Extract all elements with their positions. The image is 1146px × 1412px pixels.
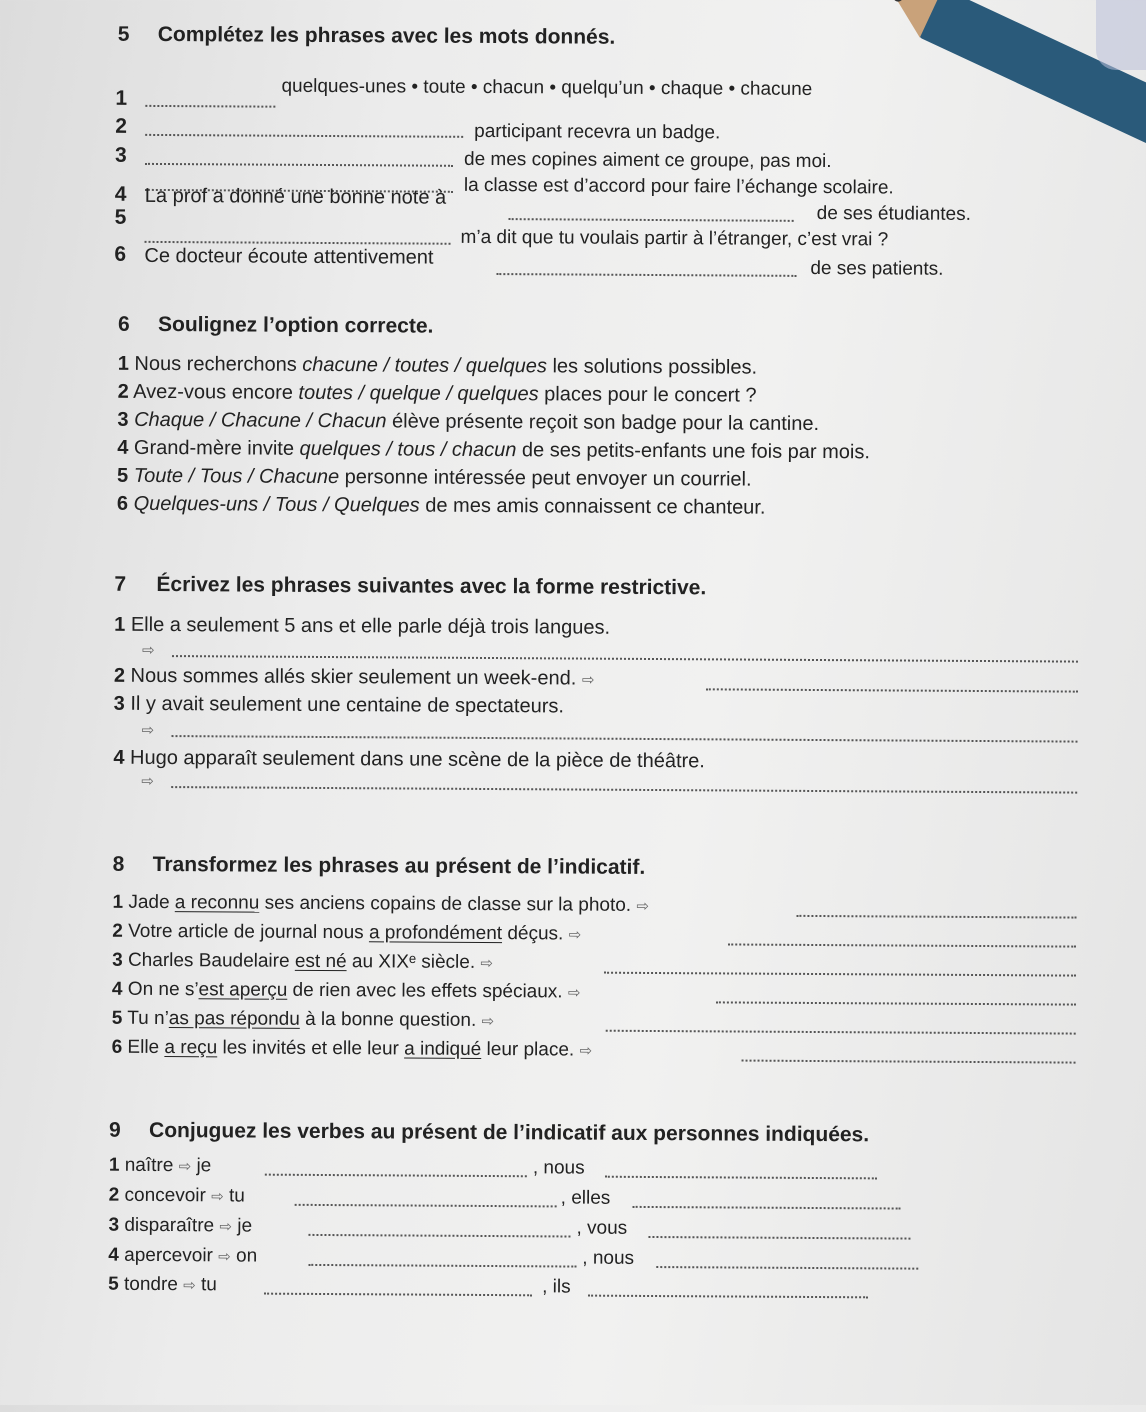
ex7-blank-1[interactable]: [172, 655, 1078, 663]
ex7-blank-3[interactable]: [172, 735, 1078, 743]
ex7-blank-4[interactable]: [171, 786, 1077, 794]
ex6-item-1: [118, 353, 757, 380]
ex5-title: Complétez les phrases avec les mots donnés.: [157, 22, 616, 49]
item-text: Elle: [127, 1036, 165, 1059]
arrow-icon: ⇨: [178, 1158, 192, 1176]
ex5-blank-3[interactable]: [145, 163, 453, 167]
underlined-verb: a reçu: [164, 1037, 218, 1059]
item-text: déçus.: [502, 923, 564, 945]
ex8-blank-4[interactable]: [716, 1001, 1076, 1005]
item-number: 2: [117, 380, 129, 403]
item-text: de ses petits-enfants une fois par mois.: [521, 439, 870, 464]
ex9-item-1: [109, 1155, 212, 1178]
verb: apercevoir: [124, 1244, 213, 1267]
arrow-icon: ⇨: [568, 926, 582, 944]
ex8-item-2: [112, 921, 581, 946]
arrow-icon: ⇨: [183, 1277, 196, 1295]
ex9-blank-5b[interactable]: [588, 1295, 868, 1299]
ex5-blank-2[interactable]: [145, 134, 463, 138]
ex9-item-4-pronoun2: , nous: [582, 1247, 635, 1269]
item-options[interactable]: Chaque / Chacune / Chacun: [134, 408, 387, 433]
ex5-item-6-number: 6: [114, 242, 127, 266]
ex7-item-1: [114, 614, 610, 640]
item-text: de rien avec les effets spéciaux.: [287, 979, 563, 1003]
ex8-blank-5[interactable]: [606, 1030, 1076, 1035]
pronoun: tu: [200, 1274, 217, 1296]
arrow-icon: ⇨: [218, 1248, 231, 1266]
ex8-blank-2[interactable]: [728, 943, 1076, 947]
arrow-icon: ⇨: [480, 954, 494, 973]
item-text: à la bonne question.: [299, 1008, 477, 1031]
ex5-item-5-number: 5: [114, 205, 127, 229]
ex9-blank-4a[interactable]: [308, 1264, 576, 1268]
item-options[interactable]: Toute / Tous / Chacune: [133, 464, 340, 489]
ex6-item-4: [117, 437, 870, 465]
ex7-item-4: [113, 747, 705, 774]
ex5-number: 5: [117, 22, 130, 46]
ex7-number: 7: [114, 572, 127, 596]
pronoun: tu: [228, 1185, 245, 1207]
ex9-blank-3a[interactable]: [308, 1234, 570, 1238]
item-text: Il y avait seulement une centaine de spectateurs.: [130, 692, 565, 718]
verb: concevoir: [124, 1184, 206, 1207]
arrow-icon: ⇨: [581, 671, 595, 689]
item-number: 5: [117, 464, 129, 487]
ex7-blank-2[interactable]: [706, 688, 1078, 692]
ex9-item-3-pronoun2: , vous: [576, 1217, 628, 1239]
item-number: 3: [113, 692, 125, 715]
ex9-blank-5a[interactable]: [264, 1293, 532, 1297]
ex9-item-2-pronoun2: , elles: [560, 1187, 611, 1209]
item-text: Tu n’: [127, 1007, 169, 1030]
item-number: 1: [112, 891, 124, 913]
ex8-blank-3[interactable]: [604, 972, 1076, 977]
ex6-number: 6: [117, 312, 130, 336]
ex5-item-6b-text: de ses patients.: [810, 257, 944, 280]
item-number: 4: [111, 978, 123, 1000]
underlined-verb: as pas répondu: [168, 1008, 300, 1030]
pronoun: je: [237, 1215, 253, 1237]
ex5-item-5-text: m’a dit que tu voulais partir à l’étranger, c’est vrai ?: [460, 226, 889, 251]
item-options[interactable]: toutes / quelque / quelques: [298, 381, 539, 406]
item-text: Hugo apparaît seulement dans une scène de la pièce de théâtre.: [129, 746, 705, 773]
ex9-blank-2b[interactable]: [633, 1206, 901, 1210]
item-number: 1: [108, 1154, 120, 1176]
item-text: Jade: [128, 891, 175, 914]
ex5-item-3b-text: la classe est d’accord pour faire l’échange scolaire.: [463, 174, 894, 199]
ex9-item-4: [108, 1245, 257, 1268]
ex9-item-5-pronoun2: , ils: [542, 1276, 571, 1298]
ex9-number: 9: [109, 1118, 121, 1142]
ex5-item-2-number: 2: [115, 114, 127, 138]
item-number: 2: [112, 920, 123, 942]
ex9-blank-4b[interactable]: [656, 1266, 918, 1270]
arrow-icon: ⇨: [567, 984, 581, 1002]
ex8-blank-6[interactable]: [742, 1060, 1076, 1064]
ex8-number: 8: [112, 852, 125, 876]
ex8-item-4: [112, 979, 581, 1004]
item-options[interactable]: Quelques-uns / Tous / Quelques: [133, 492, 420, 517]
underlined-verb: a profondément: [368, 922, 503, 945]
underlined-verb: a indiqué: [404, 1038, 482, 1060]
item-text: Nous recherchons: [134, 352, 297, 376]
ex5-blank-6[interactable]: [496, 273, 796, 277]
ex5-item-4b-text: de ses étudiantes.: [816, 202, 971, 225]
item-text: Grand-mère invite: [133, 436, 295, 460]
ex8-item-6: [112, 1037, 593, 1062]
arrow-icon: ⇨: [211, 1188, 224, 1206]
pronoun: on: [235, 1245, 258, 1267]
item-text: places pour le concert ?: [544, 383, 757, 407]
item-text: Avez-vous encore: [133, 380, 293, 404]
ex6-item-5: [117, 465, 752, 492]
item-text: leur place.: [481, 1038, 575, 1061]
ex9-item-1-pronoun2: , nous: [532, 1157, 585, 1179]
arrow-icon: ⇨: [141, 641, 155, 659]
item-text: les solutions possibles.: [552, 355, 758, 379]
item-text: Votre article de journal nous: [128, 920, 370, 944]
item-number: 3: [117, 408, 129, 431]
item-number: 5: [108, 1273, 119, 1295]
item-number: 3: [108, 1214, 120, 1236]
arrow-icon: ⇨: [481, 1012, 495, 1031]
ex5-item-2-text: participant recevra un badge.: [474, 120, 721, 144]
ex5-item-4-number: 4: [114, 182, 127, 206]
ex8-item-1: [112, 892, 649, 917]
item-number: 5: [111, 1007, 123, 1029]
ex9-blank-3b[interactable]: [648, 1236, 910, 1240]
ex5-blank-1[interactable]: [145, 105, 275, 108]
item-text: élève présente reçoit son badge pour la cantine.: [392, 410, 820, 436]
ex6-item-6: [117, 493, 766, 520]
underlined-verb: est aperçu: [198, 979, 288, 1001]
ex8-blank-1[interactable]: [796, 915, 1076, 919]
item-number: 6: [116, 492, 129, 515]
item-number: 4: [108, 1244, 119, 1266]
arrow-icon: ⇨: [141, 772, 154, 790]
ex6-item-3: [117, 409, 819, 436]
ex7-title: Écrivez les phrases suivantes avec la forme restrictive.: [156, 572, 707, 600]
ex9-blank-1b[interactable]: [605, 1176, 877, 1180]
item-number: 4: [113, 746, 125, 769]
ex5-item-1-number: 1: [115, 86, 128, 110]
ex7-item-2: [114, 665, 595, 691]
item-options[interactable]: quelques / tous / chacun: [299, 437, 517, 462]
item-number: 3: [112, 949, 123, 971]
ex9-item-2: [109, 1185, 245, 1208]
ex9-blank-2a[interactable]: [295, 1204, 557, 1208]
verb: tondre: [123, 1273, 178, 1296]
item-text: les invités et elle leur: [217, 1037, 405, 1060]
ex9-blank-1a[interactable]: [265, 1174, 527, 1178]
ex8-item-3: [112, 950, 493, 974]
item-text: Charles Baudelaire: [127, 949, 295, 972]
item-text: ses anciens copains de classe sur la photo.: [259, 892, 632, 916]
ex9-item-3: [108, 1215, 252, 1238]
arrow-icon: ⇨: [636, 897, 650, 915]
ex5-item-6-text: Ce docteur écoute attentivement: [144, 244, 434, 269]
ex5-item-4-text: La prof a donné une bonne note à: [144, 184, 447, 209]
arrow-icon: ⇨: [579, 1042, 593, 1060]
ex5-item-3-number: 3: [114, 143, 127, 167]
item-text: On ne s’: [127, 978, 199, 1001]
underlined-verb: a reconnu: [174, 892, 260, 914]
item-number: 2: [113, 664, 126, 687]
ex7-item-3: [114, 693, 564, 719]
item-number: 6: [111, 1036, 123, 1058]
item-text: au XIXᵉ siècle.: [346, 951, 476, 973]
arrow-icon: ⇨: [141, 721, 155, 739]
ex8-title: Transformez les phrases au présent de l’indicatif.: [152, 852, 646, 879]
sticker-decoration: [1096, 0, 1146, 70]
verb: naître: [124, 1154, 174, 1177]
ex5-wordbank: quelques-unes • toute • chacun • quelqu’un • chaque • chacune: [281, 75, 813, 100]
item-text: personne intéressée peut envoyer un courriel.: [344, 466, 752, 491]
item-options[interactable]: chacune / toutes / quelques: [302, 353, 548, 378]
ex9-item-5: [108, 1274, 217, 1297]
ex6-title: Soulignez l’option correcte.: [157, 312, 434, 338]
item-number: 1: [117, 352, 129, 375]
item-text: Nous sommes allés skier seulement un week-end.: [130, 664, 577, 690]
underlined-verb: est né: [294, 950, 347, 973]
ex6-item-2: [118, 381, 757, 408]
item-number: 1: [114, 613, 126, 636]
item-text: de mes amis connaissent ce chanteur.: [425, 494, 766, 519]
ex8-item-5: [112, 1008, 494, 1032]
item-number: 2: [108, 1184, 120, 1206]
ex9-title: Conjuguez les verbes au présent de l’indicatif aux personnes indiquées.: [149, 1118, 870, 1147]
ex5-item-3-text: de mes copines aiment ce groupe, pas moi.: [463, 148, 832, 173]
pronoun: je: [196, 1155, 212, 1177]
item-number: 4: [117, 436, 129, 459]
verb: disparaître: [124, 1214, 215, 1237]
arrow-icon: ⇨: [219, 1218, 233, 1236]
item-text: Elle a seulement 5 ans et elle parle déjà trois langues.: [130, 613, 611, 639]
ex5-blank-4[interactable]: [509, 218, 794, 222]
